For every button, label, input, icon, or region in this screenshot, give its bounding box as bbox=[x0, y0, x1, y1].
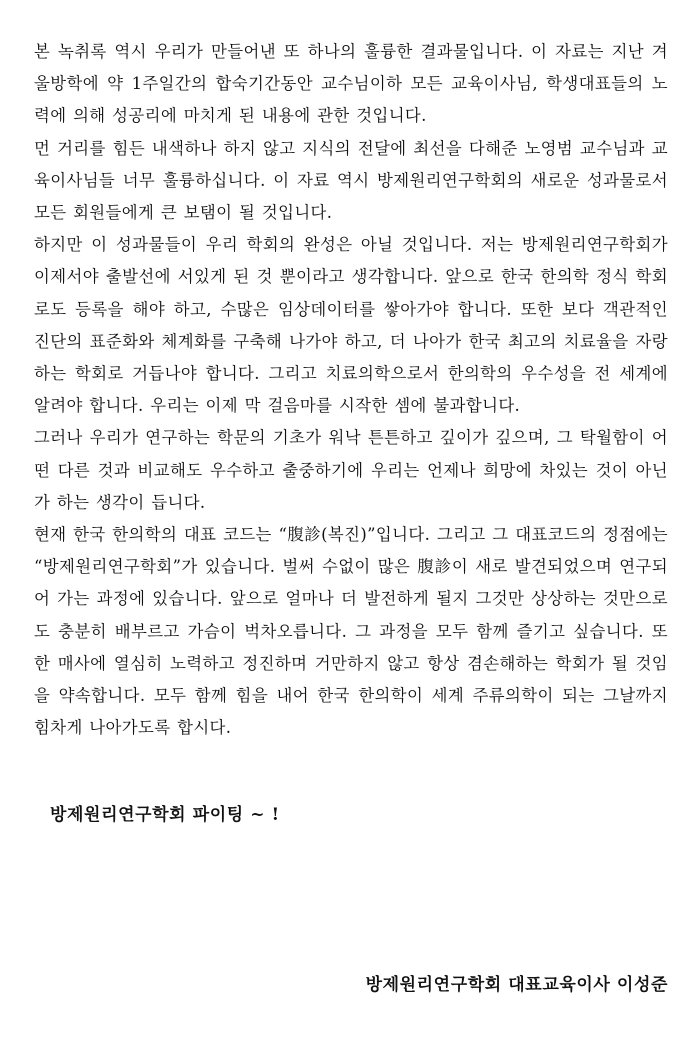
closing-cheer: 방제원리연구학회 파이팅 ~ ! bbox=[50, 805, 280, 825]
paragraph-5: 현재 한국 한의학의 대표 코드는 “腹診(복진)”입니다. 그리고 그 대표코드의 정점에는 “방제원리연구학회”가 있습니다. 벌써 수없이 많은 腹診이 새로 발견되었으며 연구되어 가는 과정에 있습니다. 앞으로 얼마나 더 발전하게 될지 그것만 상상하는 것만으로도 충분히 배부르고 가슴이 벅차오릅니다. 그 과정을 모두 함께 즐기고 싶습니다. 또한 매사에 열심히 노력하고 정진하며 거만하지 않고 항상 겸손해하는 학회가 될 것임을 약속합니다. 모두 함께 힘을 내어 한국 한의학이 세계 주류의학이 되는 그날까지 힘차게 나아가도록 합시다. bbox=[34, 525, 668, 738]
paragraph-4: 그러나 우리가 연구하는 학문의 기초가 워낙 튼튼하고 깊이가 깊으며, 그 탁월함이 어떤 다른 것과 비교해도 우수하고 출중하기에 우리는 언제나 희망에 차있는 것이 아닌가 하는 생각이 듭니다. bbox=[34, 428, 668, 512]
signature-line: 방제원리연구학회 대표교육이사 이성준 bbox=[365, 975, 668, 995]
paragraph-2: 먼 거리를 힘든 내색하나 하지 않고 지식의 전달에 최선을 다해준 노영범 교수님과 교육이사님들 너무 훌륭하십니다. 이 자료 역시 방제원리연구학회의 새로운 성과물로서 모든 회원들에게 큰 보탬이 될 것입니다. bbox=[34, 138, 668, 223]
paragraph-1: 본 녹취록 역시 우리가 만들어낸 또 하나의 훌륭한 결과물입니다. 이 자료는 지난 겨울방학에 약 1주일간의 합숙기간동안 교수님이하 모든 교육이사님, 학생대표들의 노력에 의해 성공리에 마치게 된 내용에 관한 것입니다. bbox=[34, 42, 668, 126]
paragraph-3: 하지만 이 성과물들이 우리 학회의 완성은 아닐 것입니다. 저는 방제원리연구학회가 이제서야 출발선에 서있게 된 것 뿐이라고 생각합니다. 앞으로 한국 한의학 정식 학회로도 등록을 해야 하고, 수많은 임상데이터를 쌓아가야 합니다. 또한 보다 객관적인 진단의 표준화와 체계화를 구축해 나가야 하고, 더 나아가 한국 최고의 치료율을 자랑하는 학회로 거듭나야 합니다. 그리고 치료의학으로서 한의학의 우수성을 전 세계에 알려야 합니다. 우리는 이제 막 걸음마를 시작한 셈에 불과합니다. bbox=[34, 235, 668, 416]
letter-body bbox=[34, 36, 668, 744]
